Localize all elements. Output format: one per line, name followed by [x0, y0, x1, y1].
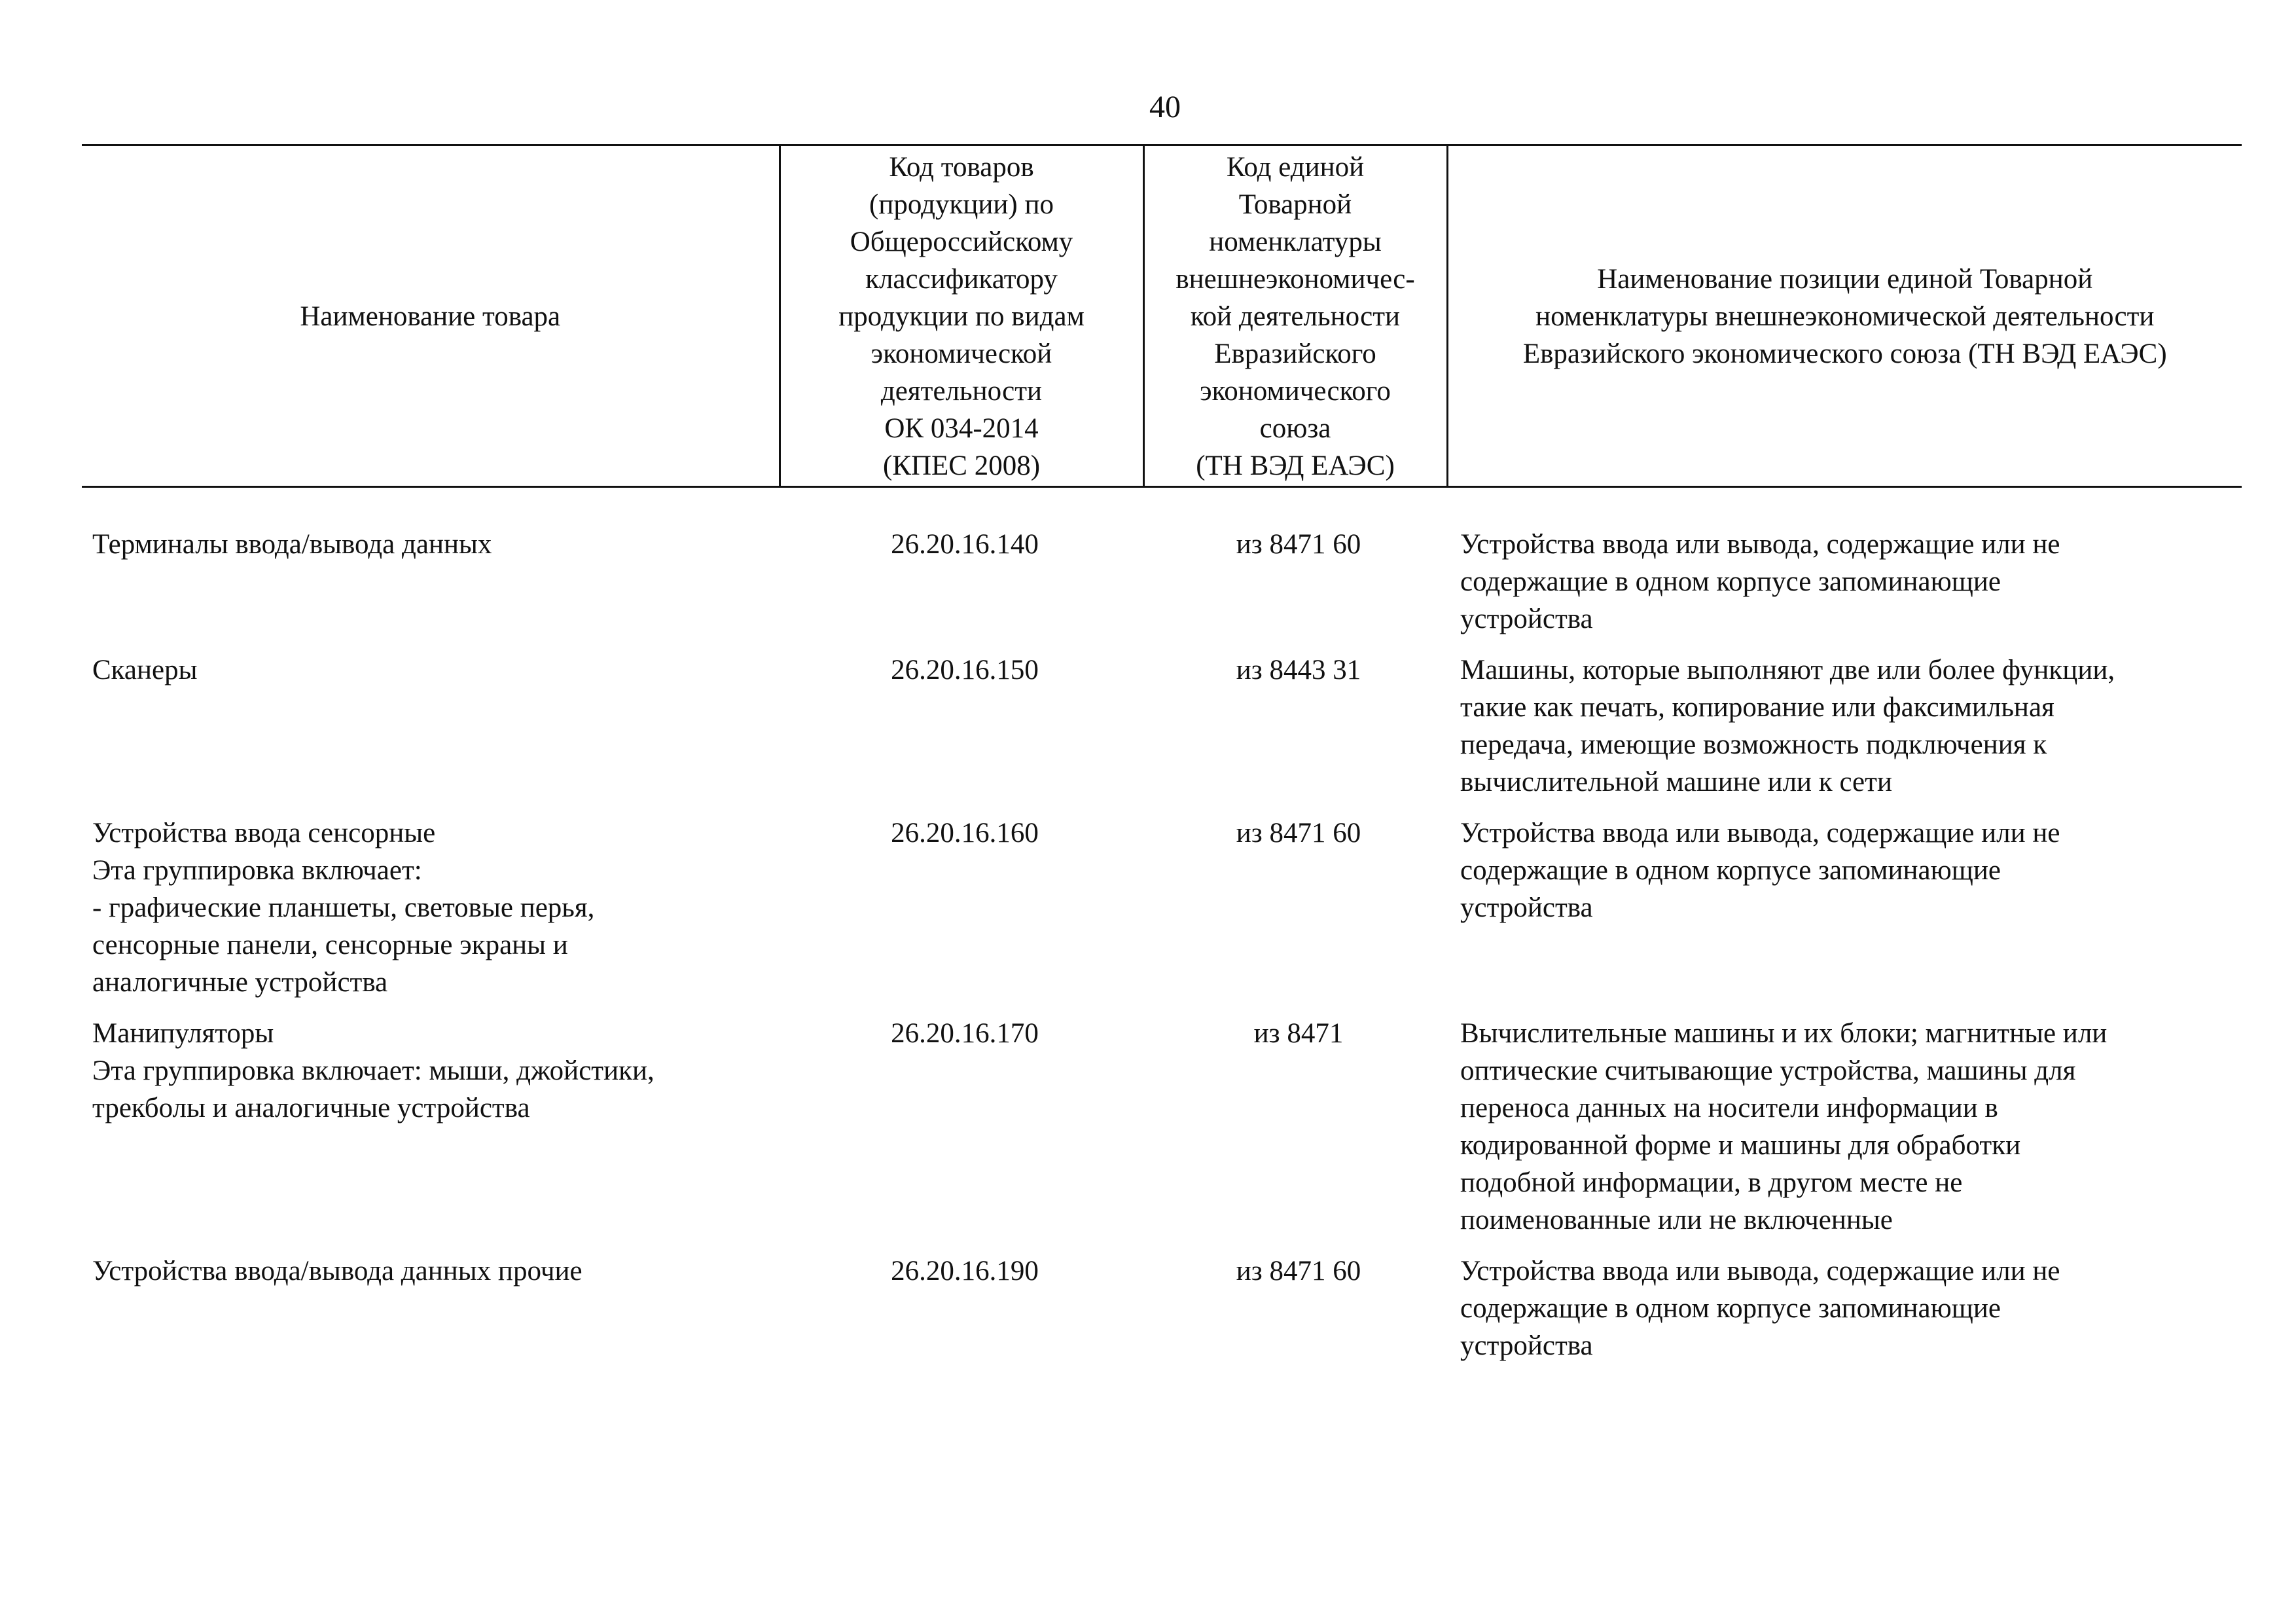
cell-line: передача, имеющие возможность подключения к [1460, 729, 2047, 760]
header-line: внешнеэкономичес- [1175, 264, 1415, 295]
cell-line: Эта группировка включает: [92, 855, 422, 886]
header-line: Код единой [1226, 152, 1365, 183]
header-line: деятельности [880, 376, 1043, 407]
header-line: (КПЕС 2008) [882, 450, 1041, 481]
cell-line: устройства [1460, 1330, 1593, 1361]
cell-line: кодированной форме и машины для обработки [1460, 1130, 2021, 1161]
header-line: Евразийского [1214, 338, 1376, 369]
header-row [82, 145, 2242, 487]
cell-line: устройства [1460, 892, 1593, 923]
cell-line: Эта группировка включает: мыши, джойстики, [92, 1055, 655, 1086]
header-line: номенклатуры внешнеэкономической деятельности [1535, 301, 2155, 332]
header-line: номенклатуры [1209, 227, 1382, 257]
cell-line: Устройства ввода или вывода, содержащие или не [1460, 818, 2060, 848]
cell-line: содержащие в одном корпусе запоминающие [1460, 566, 2001, 597]
header-line: (продукции) по [869, 189, 1054, 220]
tnved-code-cell: из 8443 31 [1236, 655, 1361, 685]
okpd-code-cell: 26.20.16.170 [891, 1018, 1039, 1049]
goods-name-cell [82, 814, 780, 1015]
header-line: Общероссийскому [850, 227, 1073, 257]
cell-line: Устройства ввода или вывода, содержащие или не [1460, 1256, 2060, 1286]
header-line: экономического [1200, 376, 1391, 407]
header-line: экономической [870, 338, 1052, 369]
cell-line: Манипуляторы [92, 1018, 274, 1049]
tnved-description-cell [1447, 814, 2242, 1015]
cell-line: вычислительной машине или к сети [1460, 767, 1892, 797]
goods-name-cell [82, 651, 780, 814]
cell-line: Устройства ввода сенсорные [92, 818, 436, 848]
cell-line: Вычислительные машины и их блоки; магнитные или [1460, 1018, 2108, 1049]
header-line: Наименование позиции единой Товарной [1597, 264, 2093, 295]
header-goods-name: Наименование товара [82, 145, 780, 487]
header-line: Код товаров [889, 152, 1034, 183]
header-okpd-code [780, 145, 1143, 487]
header-line: кой деятельности [1190, 301, 1401, 332]
tnved-description-cell [1447, 651, 2242, 814]
okpd-code-cell: 26.20.16.160 [891, 818, 1039, 848]
page-number: 40 [1149, 90, 1181, 124]
okpd-code-cell: 26.20.16.190 [891, 1256, 1039, 1286]
table-header [82, 145, 2242, 487]
cell-line: содержащие в одном корпусе запоминающие [1460, 855, 2001, 886]
table-row [82, 1252, 2242, 1378]
header-line: Евразийского экономического союза (ТН ВЭД ЕАЭС) [1522, 338, 2167, 369]
cell-line: - графические планшеты, световые перья, [92, 892, 595, 923]
okpd-code-cell: 26.20.16.150 [891, 655, 1039, 685]
tnved-code-cell: из 8471 60 [1236, 1256, 1361, 1286]
cell-line: поименованные или не включенные [1460, 1205, 1893, 1235]
goods-name-cell [82, 1015, 780, 1252]
okpd-code-cell: 26.20.16.140 [891, 529, 1039, 560]
tnved-description-cell [1447, 1015, 2242, 1252]
cell-line: содержащие в одном корпусе запоминающие [1460, 1293, 2001, 1324]
goods-table [82, 144, 2242, 1378]
tnved-description-cell [1447, 1252, 2242, 1378]
header-tnved-code [1143, 145, 1447, 487]
header-line: (ТН ВЭД ЕАЭС) [1196, 450, 1395, 481]
cell-line: Устройства ввода или вывода, содержащие или не [1460, 529, 2060, 560]
cell-line: сенсорные панели, сенсорные экраны и [92, 930, 568, 960]
table-row [82, 1015, 2242, 1252]
cell-line: Сканеры [92, 655, 198, 685]
cell-line: Машины, которые выполняют две или более функции, [1460, 655, 2115, 685]
cell-line: подобной информации, в другом месте не [1460, 1167, 1963, 1198]
cell-line: устройства [1460, 604, 1593, 634]
cell-line: трекболы и аналогичные устройства [92, 1093, 530, 1123]
tnved-code-cell: из 8471 60 [1236, 529, 1361, 560]
tnved-code-cell: из 8471 [1253, 1018, 1344, 1049]
cell-line: Терминалы ввода/вывода данных [92, 529, 492, 560]
tnved-description-cell [1447, 487, 2242, 652]
table-body [82, 487, 2242, 1379]
cell-line: такие как печать, копирование или факсимильная [1460, 692, 2054, 723]
table-row [82, 651, 2242, 814]
header-line: союза [1259, 413, 1331, 444]
table-row [82, 814, 2242, 1015]
header-line: Товарной [1238, 189, 1352, 220]
cell-line: Устройства ввода/вывода данных прочие [92, 1256, 583, 1286]
cell-line: оптические считывающие устройства, машины для [1460, 1055, 2076, 1086]
table-row [82, 487, 2242, 652]
header-tnved-position-name [1447, 145, 2242, 487]
cell-line: аналогичные устройства [92, 967, 388, 998]
header-line: ОК 034-2014 [884, 413, 1039, 444]
header-line: классификатору [865, 264, 1058, 295]
goods-name-cell [82, 487, 780, 652]
goods-name-cell [82, 1252, 780, 1378]
tnved-code-cell: из 8471 60 [1236, 818, 1361, 848]
cell-line: переноса данных на носители информации в [1460, 1093, 1998, 1123]
header-line: продукции по видам [838, 301, 1085, 332]
